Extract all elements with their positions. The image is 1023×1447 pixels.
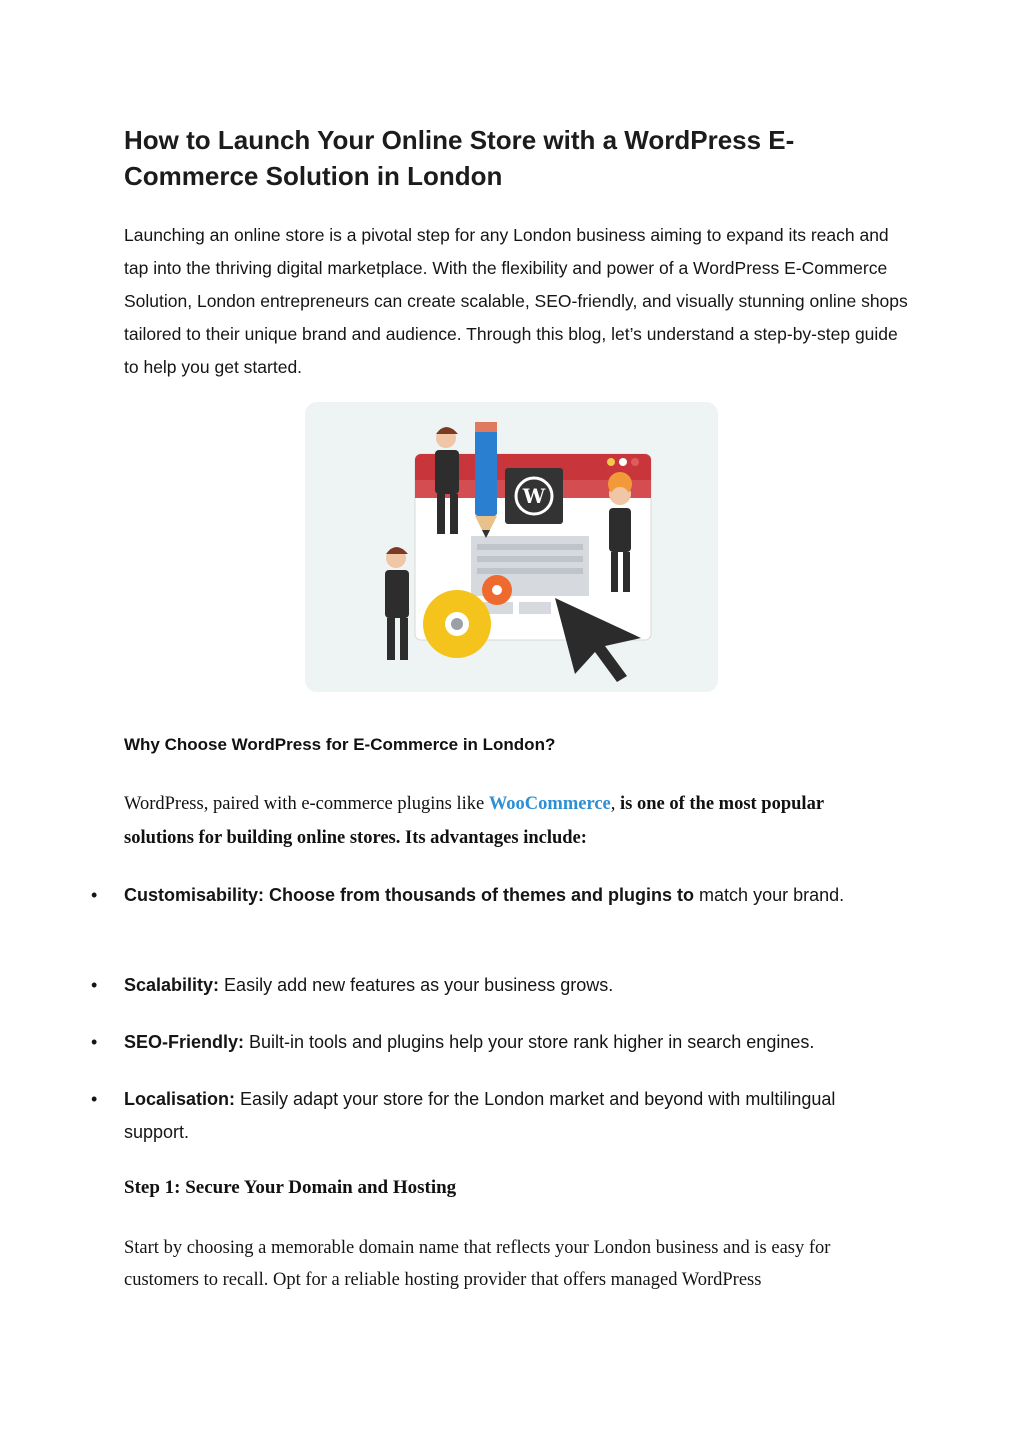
section-heading: Why Choose WordPress for E-Commerce in London?	[124, 735, 556, 754]
bullet-label: Localisation:	[124, 1089, 236, 1109]
article-title: How to Launch Your Online Store with a WordPress E-Commerce Solution in London	[124, 125, 795, 191]
why-text-before: WordPress, paired with e-commerce plugins like	[124, 794, 489, 814]
bullet-label: SEO-Friendly:	[124, 1032, 245, 1052]
wordpress-icon: W	[522, 484, 546, 508]
list-item	[91, 969, 899, 1002]
bullet-icon: •	[91, 1032, 98, 1052]
bullet-text: Easily adapt your store for the London market and beyond with multilingual support.	[124, 1089, 836, 1142]
ecommerce-illustration	[305, 402, 718, 692]
bullet-text: Built-in tools and plugins help your store rank higher in search engines.	[244, 1032, 815, 1052]
step1-heading: Step 1: Secure Your Domain and Hosting	[124, 1177, 457, 1198]
woocommerce-link[interactable]: WooCommerce	[488, 794, 611, 814]
intro-paragraph: Launching an online store is a pivotal step for any London business aiming to expand its reach and tap into the thriving digital marketplace. With the flexibility and power of a WordPress E-Commerce Solution, London entrepreneurs can create scalable, SEO-friendly, and visually stunning online shops tailored to their unique brand and audience. Through this blog, let’s understand a step-by-step guide to help you get started.	[124, 225, 908, 377]
why-paragraph	[124, 787, 884, 855]
step1-paragraph: Start by choosing a memorable domain name that reflects your London business and is easy for customers to recall. Opt for a reliable hosting provider that offers managed WordPress	[124, 1238, 831, 1290]
why-comma: ,	[610, 794, 620, 814]
bullet-text: match your brand.	[694, 885, 845, 905]
list-item	[91, 1026, 899, 1059]
bullet-text: Easily add new features as your business grows.	[219, 975, 614, 995]
bullet-icon: •	[91, 1089, 98, 1109]
bullet-label: Scalability:	[124, 975, 220, 995]
bullet-icon: •	[91, 975, 98, 995]
why-text-after: is one of the most popular solutions for building online stores. Its advantages include:	[124, 794, 824, 848]
list-item	[91, 879, 899, 912]
list-item	[91, 1083, 899, 1149]
bullet-icon: •	[91, 885, 98, 905]
bullet-label: Customisability: Choose from thousands of themes and plugins to	[124, 885, 695, 905]
